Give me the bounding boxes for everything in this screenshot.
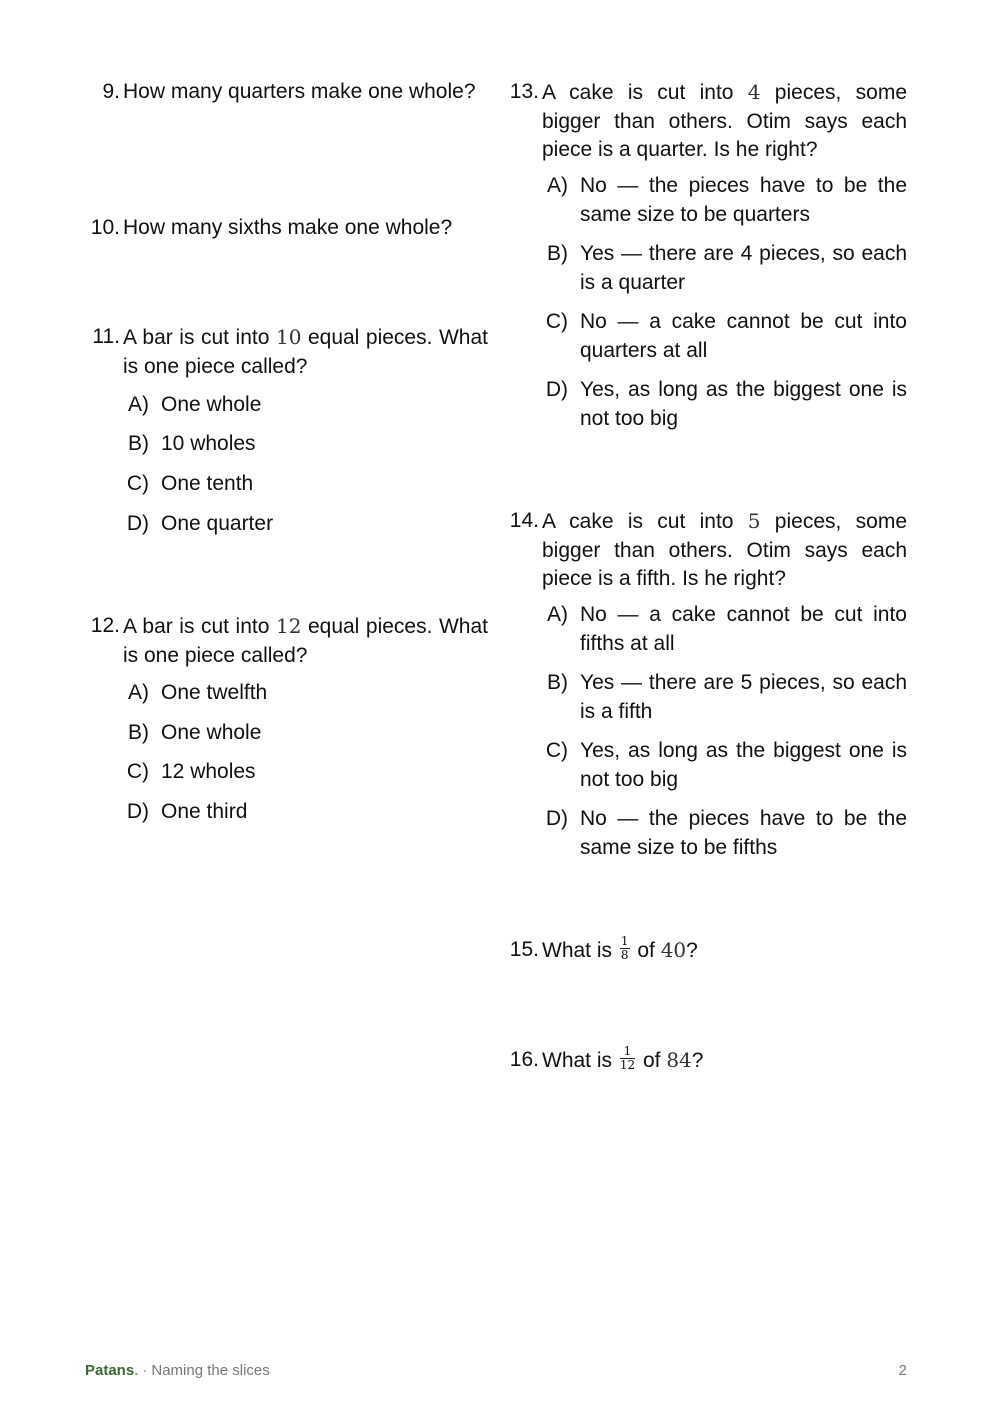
question-text-part: What is — [542, 939, 618, 962]
question-number: 16. — [509, 1048, 539, 1071]
question-number: 9. — [102, 80, 120, 103]
page-number: 2 — [898, 1362, 907, 1379]
option-label: D) — [126, 512, 149, 535]
option-label: D) — [545, 807, 568, 830]
question-number: 13. — [509, 80, 539, 103]
option-text: No — a cake cannot be cut into fifths at all — [580, 603, 907, 655]
question-text-part: pieces, some bigger than others. Otim says each piece is a quarter. Is he right? — [542, 81, 907, 161]
option-text: 10 wholes — [161, 432, 256, 455]
page-footer — [85, 1361, 907, 1381]
brand-dot: . — [134, 1362, 139, 1379]
option-text: One whole — [161, 393, 262, 416]
option-label: A) — [547, 603, 568, 626]
option-label: A) — [547, 174, 568, 197]
footer-subtitle: Naming the slices — [151, 1362, 270, 1379]
math-number: 4 — [747, 80, 761, 104]
option-label: C) — [545, 739, 568, 762]
option-label: C) — [126, 760, 149, 783]
option-text: One tenth — [161, 472, 254, 495]
option-text: No — a cake cannot be cut into quarters at all — [580, 310, 907, 362]
option-text: No — the pieces have to be the same size to be quarters — [580, 174, 907, 226]
option-label: B) — [547, 242, 568, 265]
math-number: 84 — [666, 1048, 692, 1072]
question-text-part: pieces, some bigger than others. Otim says each piece is a fifth. Is he right? — [542, 510, 907, 590]
question-text-part: A bar is cut into — [123, 326, 276, 349]
option-label: B) — [547, 671, 568, 694]
option-label: D) — [126, 800, 149, 823]
option-text: Yes — there are 4 pieces, so each is a quarter — [580, 242, 907, 294]
option-text: One twelfth — [161, 681, 268, 704]
question-text — [542, 78, 907, 165]
brand-name: Patans — [85, 1362, 135, 1379]
option-label: B) — [128, 721, 149, 744]
question-number: 12. — [90, 614, 120, 637]
option-text: Yes, as long as the biggest one is not too big — [580, 378, 907, 430]
question-number: 11. — [92, 325, 120, 348]
question-text-part: ? — [691, 1049, 704, 1072]
option-text: One third — [161, 800, 248, 823]
option-label: C) — [126, 472, 149, 495]
question-text — [542, 507, 907, 594]
option-label: A) — [128, 681, 149, 704]
fraction — [620, 935, 630, 962]
fraction-denominator: 8 — [620, 947, 629, 962]
question-text-part: equal pieces. What is one piece called? — [123, 615, 488, 667]
question-text — [542, 1043, 907, 1076]
math-number: 12 — [275, 614, 302, 638]
option-text: Yes, as long as the biggest one is not too big — [580, 739, 907, 791]
question-text: How many sixths make one whole? — [123, 216, 453, 239]
question-text-part: A bar is cut into — [123, 615, 276, 638]
math-number: 5 — [747, 509, 761, 533]
option-text: No — the pieces have to be the same size to be fifths — [580, 807, 907, 859]
option-label: B) — [128, 432, 149, 455]
question-text — [542, 933, 907, 966]
option-text: One quarter — [161, 512, 274, 535]
option-label: D) — [545, 378, 568, 401]
question-text-part: What is — [542, 1049, 618, 1072]
fraction-numerator: 1 — [620, 1045, 635, 1059]
fraction — [620, 1045, 635, 1072]
question-text-part: A cake is cut into — [542, 510, 748, 533]
fraction-numerator: 1 — [620, 933, 629, 948]
math-number: 40 — [660, 938, 687, 962]
question-text-part: of — [631, 939, 661, 962]
option-text: 12 wholes — [161, 760, 256, 783]
fraction-denominator: 12 — [619, 1057, 636, 1072]
question-text: How many quarters make one whole? — [123, 80, 476, 103]
question-number: 10. — [90, 216, 120, 239]
question-text-part: equal pieces. What is one piece called? — [123, 326, 488, 378]
question-text-part: of — [637, 1049, 667, 1072]
question-number: 15. — [509, 938, 539, 961]
footer-separator: · — [142, 1362, 148, 1379]
question-number: 14. — [509, 509, 539, 532]
option-text: One whole — [161, 721, 262, 744]
option-label: C) — [545, 310, 568, 333]
math-number: 10 — [275, 325, 302, 349]
question-text — [123, 323, 488, 381]
question-text — [123, 612, 488, 670]
option-text: Yes — there are 5 pieces, so each is a fifth — [580, 671, 907, 723]
question-text-part: ? — [686, 939, 698, 962]
question-text-part: A cake is cut into — [542, 81, 748, 104]
option-label: A) — [128, 393, 149, 416]
